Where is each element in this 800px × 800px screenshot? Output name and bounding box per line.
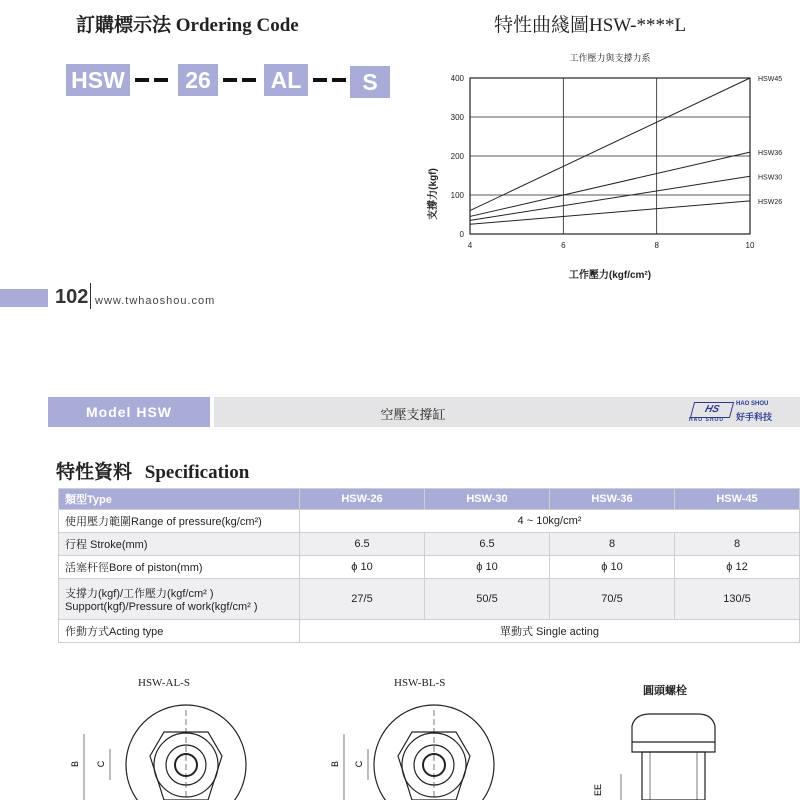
drawing-al bbox=[84, 705, 246, 800]
table-row bbox=[59, 533, 800, 556]
curve-heading: 特性曲綫圖HSW-****L bbox=[494, 15, 687, 36]
support-value: 27/5 bbox=[300, 579, 425, 620]
table-row bbox=[59, 510, 800, 533]
brand-sub: HAO SHOU bbox=[689, 417, 724, 423]
brand-logo-icon bbox=[690, 402, 734, 418]
stroke-label: 行程 Stroke(mm) bbox=[59, 533, 300, 556]
bore-label: 活塞杆徑Bore of piston(mm) bbox=[59, 556, 300, 579]
code-dash bbox=[223, 78, 237, 82]
bore-value: ϕ 12 bbox=[675, 556, 800, 579]
bore-value: ϕ 10 bbox=[300, 556, 425, 579]
table-row bbox=[59, 556, 800, 579]
series-label-hsw26: HSW26 bbox=[758, 198, 783, 206]
drawing-bl-label: HSW-BL-S bbox=[394, 677, 446, 689]
chart-y-label: 支撐力(kgf) bbox=[428, 168, 439, 220]
pressure-support-chart bbox=[420, 44, 800, 290]
series-label-hsw36: HSW36 bbox=[758, 150, 783, 158]
header-hsw30: HSW-30 bbox=[425, 489, 550, 510]
page-number: 102 bbox=[55, 286, 89, 308]
code-dash bbox=[242, 78, 256, 82]
bore-value: ϕ 10 bbox=[425, 556, 550, 579]
drawing-bl bbox=[344, 705, 494, 800]
header-hsw45: HSW-45 bbox=[675, 489, 800, 510]
drawing-al-label: HSW-AL-S bbox=[138, 677, 190, 689]
stroke-value: 8 bbox=[550, 533, 675, 556]
support-label-cn: 支撐力(kgf)/工作壓力(kgf/cm² ) bbox=[65, 588, 214, 600]
series-line-hsw45 bbox=[470, 78, 750, 211]
pressure-label: 使用壓力範圍Range of pressure(kg/cm²) bbox=[59, 510, 300, 533]
y-tick-label: 200 bbox=[450, 152, 464, 161]
al-dim-b: B bbox=[70, 760, 80, 768]
y-tick-label: 100 bbox=[450, 191, 464, 200]
y-tick-label: 300 bbox=[450, 113, 464, 122]
code-part-size: 26 bbox=[178, 64, 218, 96]
y-tick-label: 0 bbox=[459, 230, 464, 239]
support-value: 130/5 bbox=[675, 579, 800, 620]
support-value: 70/5 bbox=[550, 579, 675, 620]
brand-logo-text: HS bbox=[703, 404, 721, 415]
spec-title bbox=[56, 457, 249, 484]
code-part-option: S bbox=[350, 66, 390, 98]
brand-cn: 好手科技 bbox=[736, 412, 773, 422]
website-url: www.twhaoshou.com bbox=[95, 295, 216, 307]
bolt-dim-ee: EE bbox=[593, 783, 603, 797]
product-name: 空壓支撐缸 bbox=[380, 407, 446, 422]
support-label bbox=[59, 579, 300, 620]
code-dash bbox=[332, 78, 346, 82]
series-line-hsw26 bbox=[470, 201, 750, 224]
acting-value: 單動式 Single acting bbox=[300, 620, 800, 643]
code-part-series: HSW bbox=[66, 64, 130, 96]
bl-dim-b: B bbox=[330, 760, 340, 768]
acting-label: 作動方式Acting type bbox=[59, 620, 300, 643]
spec-table bbox=[58, 488, 800, 643]
chart-title: 工作壓力與支撐力系 bbox=[569, 53, 651, 63]
code-dash bbox=[154, 78, 168, 82]
series-line-hsw30 bbox=[470, 176, 750, 220]
support-value: 50/5 bbox=[425, 579, 550, 620]
code-part-type: AL bbox=[264, 64, 308, 96]
table-row bbox=[59, 620, 800, 643]
brand-name: HAO SHOU bbox=[736, 401, 769, 407]
y-tick-label: 400 bbox=[450, 74, 464, 83]
x-tick-label: 6 bbox=[561, 241, 566, 250]
header-hsw26: HSW-26 bbox=[300, 489, 425, 510]
bore-value: ϕ 10 bbox=[550, 556, 675, 579]
stroke-value: 8 bbox=[675, 533, 800, 556]
x-tick-label: 4 bbox=[467, 241, 473, 250]
ordering-code-title: 訂購標示法 Ordering Code bbox=[76, 15, 299, 36]
series-label-hsw45: HSW45 bbox=[758, 76, 783, 83]
al-dim-c: C bbox=[96, 760, 106, 768]
stroke-value: 6.5 bbox=[300, 533, 425, 556]
table-row bbox=[59, 579, 800, 620]
page-divider bbox=[90, 283, 91, 309]
series-line-hsw36 bbox=[470, 152, 750, 216]
drawing-bolt-label: 圓頭螺栓 bbox=[643, 685, 687, 697]
technical-drawings bbox=[60, 700, 800, 800]
stroke-value: 6.5 bbox=[425, 533, 550, 556]
bl-dim-c: C bbox=[354, 760, 364, 768]
header-hsw36: HSW-36 bbox=[550, 489, 675, 510]
x-tick-label: 10 bbox=[745, 241, 755, 250]
model-tab: Model HSW bbox=[48, 397, 210, 427]
drawing-bolt bbox=[621, 714, 715, 800]
spec-title-en: Specification bbox=[144, 462, 250, 483]
support-label-en: Support(kgf)/Pressure of work(kgf/cm² ) bbox=[65, 601, 258, 613]
header-type: 類型Type bbox=[59, 489, 300, 510]
table-header-row bbox=[59, 489, 800, 510]
code-dash bbox=[313, 78, 327, 82]
model-band bbox=[214, 397, 800, 427]
x-tick-label: 8 bbox=[654, 241, 659, 250]
pressure-value: 4 ~ 10kg/cm² bbox=[300, 510, 800, 533]
page-marker-bar bbox=[0, 289, 48, 307]
chart-x-label: 工作壓力(kgf/cm²) bbox=[568, 270, 652, 281]
code-dash bbox=[135, 78, 149, 82]
spec-title-cn: 特性資料 bbox=[56, 462, 133, 483]
series-label-hsw30: HSW30 bbox=[758, 174, 783, 182]
bolt-shank bbox=[642, 752, 705, 800]
bolt-head bbox=[632, 714, 715, 752]
